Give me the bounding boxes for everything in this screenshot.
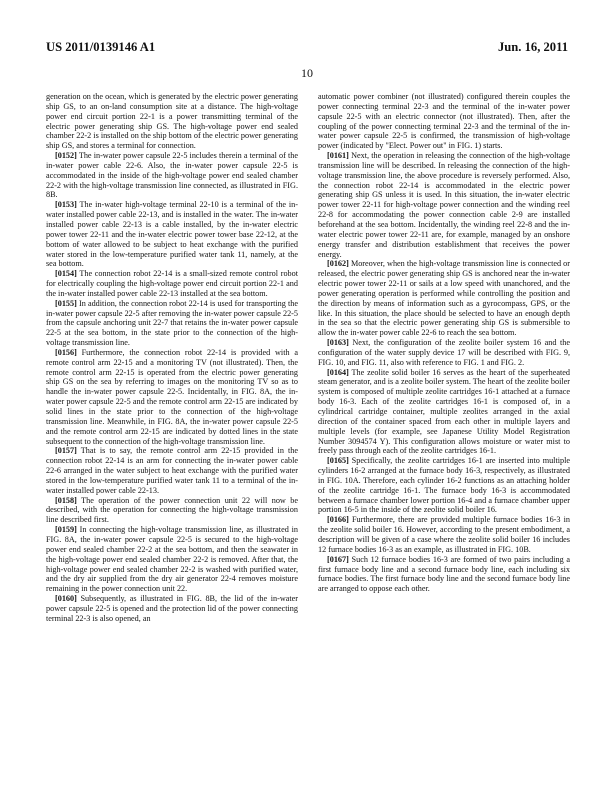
paragraph	[318, 555, 570, 594]
paragraph-text: Subsequently, as illustrated in FIG. 8B, the lid of the in-water power capsule 22-5 is opened and the protection lid of the power connecting terminal 22-3 is also opened, an	[46, 594, 298, 623]
paragraph-text: The in-water high-voltage terminal 22-10 is a terminal of the in-water installed power cable 22-13, and is installed in the water. The in-water installed power cable 22-13 is a cable installed, by the in-water electric power tower 22-11 and the in-water electric power tower base 22-12, at the bottom of water allowed to be subject to heat exchange with the purified water stored in the low-temperature purified water tank 11, namely, at the sea bottom.	[46, 200, 298, 269]
paragraph-text: The zeolite solid boiler 16 serves as the heart of the superheated steam generator, and is a zeolite boiler system. The heart of the zeolite boiler system is composed of multiple zeolite cartridges 16-1 attached at a furnace body 16-3. Each of the zeolite cartridges 16-1 is composed of, in a cylindrical cartridge container, multiple zeolites arranged in the axial direction of the container spaced from each other in multiple layers and multiple levels (for example, see Japanese Utility Model Registration Number 3094574 Y). This configuration allows moisture or water mist to freely pass through each of the zeolite cartridges 16-1.	[318, 367, 570, 456]
paragraph	[46, 269, 298, 299]
paragraph	[318, 259, 570, 338]
page-header	[46, 40, 568, 60]
paragraph-number: [0152]	[55, 151, 77, 161]
paragraph	[46, 594, 298, 624]
paragraph	[46, 496, 298, 526]
paragraph-text: In addition, the connection robot 22-14 is used for transporting the in-water power capsule 22-5 after removing the in-water power capsule 22-5 from the capsule anchoring unit 22-7 that retains the in-water power capsule 22-5 at the sea bottom, in the state prior to the connection of the high-voltage transmission line.	[46, 298, 298, 348]
paragraph	[46, 92, 298, 151]
paragraph	[46, 525, 298, 594]
paragraph-text: generation on the ocean, which is generated by the electric power generating ship GS, to an on-land consumption site at a distance. The high-voltage power end circuit portion 22-1 is a power transmitting terminal of the electric power generating ship GS. The high-voltage power end sealed chamber 22-2 is installed on the ship bottom of the electric power generating ship GS, and stores a terminal for connection.	[46, 92, 298, 151]
paragraph-number: [0167]	[327, 554, 349, 564]
paragraph-number: [0166]	[327, 515, 349, 525]
paragraph-number: [0163]	[327, 338, 349, 348]
paragraph-number: [0158]	[55, 495, 77, 505]
paragraph	[318, 515, 570, 554]
paragraph-number: [0156]	[55, 347, 77, 357]
paragraph	[46, 151, 298, 200]
paragraph-number: [0159]	[55, 525, 77, 535]
paragraph	[46, 200, 298, 269]
paragraph-text: That is to say, the remote control arm 22-15 provided in the connection robot 22-14 is an arm for connecting the in-water power cable 22-6 arranged in the water subject to heat exchange with the purified water stored in the low-temperature purified water tank 11 to a terminal of the in-water installed power cable 22-13.	[46, 446, 298, 495]
paragraph-text: The in-water power capsule 22-5 includes therein a terminal of the in-water power cable 22-6. Also, the in-water power capsule 22-5 is accommodated in the inside of the high-voltage power end sealed chamber 22-2 with the high-voltage transmission line connected, as illustrated in FIG. 8B.	[46, 151, 298, 200]
paragraph-text: Furthermore, the connection robot 22-14 is provided with a remote control arm 22-15 and a monitoring TV (not illustrated). Then, the remote control arm 22-15 is operated from the electric power generating ship GS on the sea by referring to images on the monitoring TV so as to handle the in-water power capsule 22-5. Incidentally, in FIG. 8A, the in-water power capsule 22-5 and the remote control arm 22-15 are indicated by solid lines in the state prior to the connection of the high-voltage transmission line. Meanwhile, in FIG. 8A, the in-water power capsule 22-5 and the remote control arm 22-15 are indicated by dotted lines in the state subsequent to the connection of the high-voltage transmission line.	[46, 347, 298, 446]
paragraph	[318, 338, 570, 368]
paragraph-text: The connection robot 22-14 is a small-sized remote control robot for electrically coupling the high-voltage power end circuit portion 22-1 and the in-water installed power cable 22-13 installed at the sea bottom.	[46, 269, 298, 298]
left-column	[46, 92, 298, 768]
paragraph-number: [0157]	[55, 446, 77, 456]
paragraph-text: Specifically, the zeolite cartridges 16-1 are inserted into multiple cylinders 16-2 arranged at the furnace body 16-3, respectively, as illustrated in FIG. 10A. Therefore, each cylinder 16-2 functions as an attaching holder of the zeolite cartridge 16-1. The furnace body 16-3 is accommodated between a furnace chamber lower portion 16-4 and a furnace chamber upper portion 16-5 in the inside of the zeolite solid boiler 16.	[318, 456, 570, 515]
paragraph-text: The operation of the power connection unit 22 will now be described, with the operation for connecting the high-voltage transmission line described first.	[46, 495, 298, 525]
paragraph	[46, 348, 298, 446]
paragraph-text: Furthermore, there are provided multiple furnace bodies 16-3 in the zeolite solid boiler 16. However, according to the present embodiment, a description will be given of a case where the zeolite solid boiler 16 includes 12 furnace bodies 16-3 as an example, as illustrated in FIG. 10B.	[318, 515, 570, 554]
paragraph-number: [0162]	[327, 259, 349, 269]
paragraph	[318, 456, 570, 515]
paragraph-number: [0153]	[55, 200, 77, 210]
paragraph	[46, 446, 298, 495]
paragraph	[318, 368, 570, 457]
paragraph-number: [0155]	[55, 298, 77, 308]
paragraph-text: Moreover, when the high-voltage transmission line is connected or released, the electric power generating ship GS is anchored near the in-water electric power tower 22-11 or sails at a low speed with unanchored, and the power generating operation is performed while controlling the position and the direction by means of information such as a gyrocompass, GPS, or the like. In this situation, the place should be selected to have an enough depth in the sea so that the electric power generating ship GS is submersible to allow the in-water power cable 22-6 to reach the sea bottom.	[318, 259, 570, 338]
paragraph-number: [0164]	[327, 367, 349, 377]
paragraph-text: Next, the configuration of the zeolite boiler system 16 and the configuration of the water supply device 17 will be described with FIG. 9, FIG. 10, and FIG. 11, also with reference to FIG. 1 and FIG. 2.	[318, 338, 570, 367]
publication-number: US 2011/0139146 A1	[46, 40, 156, 54]
page-number: 10	[301, 66, 313, 80]
paragraph-text: automatic power combiner (not illustrated) configured therein couples the power connecting terminal 22-3 and the terminal of the in-water power capsule 22-5 with an electric connector (not illustrated). Then, after the coupling of the power connecting terminal 22-3 and the terminal of the in-water power capsule 22-5 is confirmed, the transmission of high-voltage power (indicated by "Elect. Power out" in FIG. 1) starts.	[318, 92, 570, 151]
paragraph-text: In connecting the high-voltage transmission line, as illustrated in FIG. 8A, the in-water power capsule 22-5 is secured to the high-voltage power end sealed chamber 22-2 at the sea bottom, and then the seawater in the high-voltage power end sealed chamber 22-2 is removed. After that, the high-voltage power end sealed chamber 22-2 is washed with purified water, and the dry air supplied from the dry air generator 22-4 removes moisture remaining in the power connection unit 22.	[46, 525, 298, 594]
publication-date: Jun. 16, 2011	[498, 40, 568, 54]
paragraph	[318, 151, 570, 259]
paragraph-text: Next, the operation in releasing the connection of the high-voltage transmission line will be described. In releasing the connection of the high-voltage transmission line, the above procedure is reversely performed. Also, the connection robot 22-14 is accommodated in the electric power generating ship GS unless it is used. In this situation, the in-water electric power tower 22-11 for high-voltage power connection and the winding reel 22-8 for accommodating the power connection cable 2-9 are installed beforehand at the sea bottom. Incidentally, the winding reel 22-8 and the in-water electric power tower 22-11 are, for example, managed by an onshore energy transfer and distribution establishment that receives the power energy.	[318, 151, 570, 259]
paragraph-number: [0160]	[55, 594, 77, 604]
paragraph-number: [0165]	[327, 456, 349, 466]
paragraph-number: [0154]	[55, 269, 77, 279]
paragraph-number: [0161]	[327, 151, 349, 161]
paragraph	[318, 92, 570, 151]
right-column	[318, 92, 570, 768]
paragraph	[46, 299, 298, 348]
paragraph-text: Such 12 furnace bodies 16-3 are formed of two pairs including a first furnace body line and a second furnace body line, each including six furnace bodies. The first furnace body line and the second furnace body line are arranged to oppose each other.	[318, 554, 570, 594]
